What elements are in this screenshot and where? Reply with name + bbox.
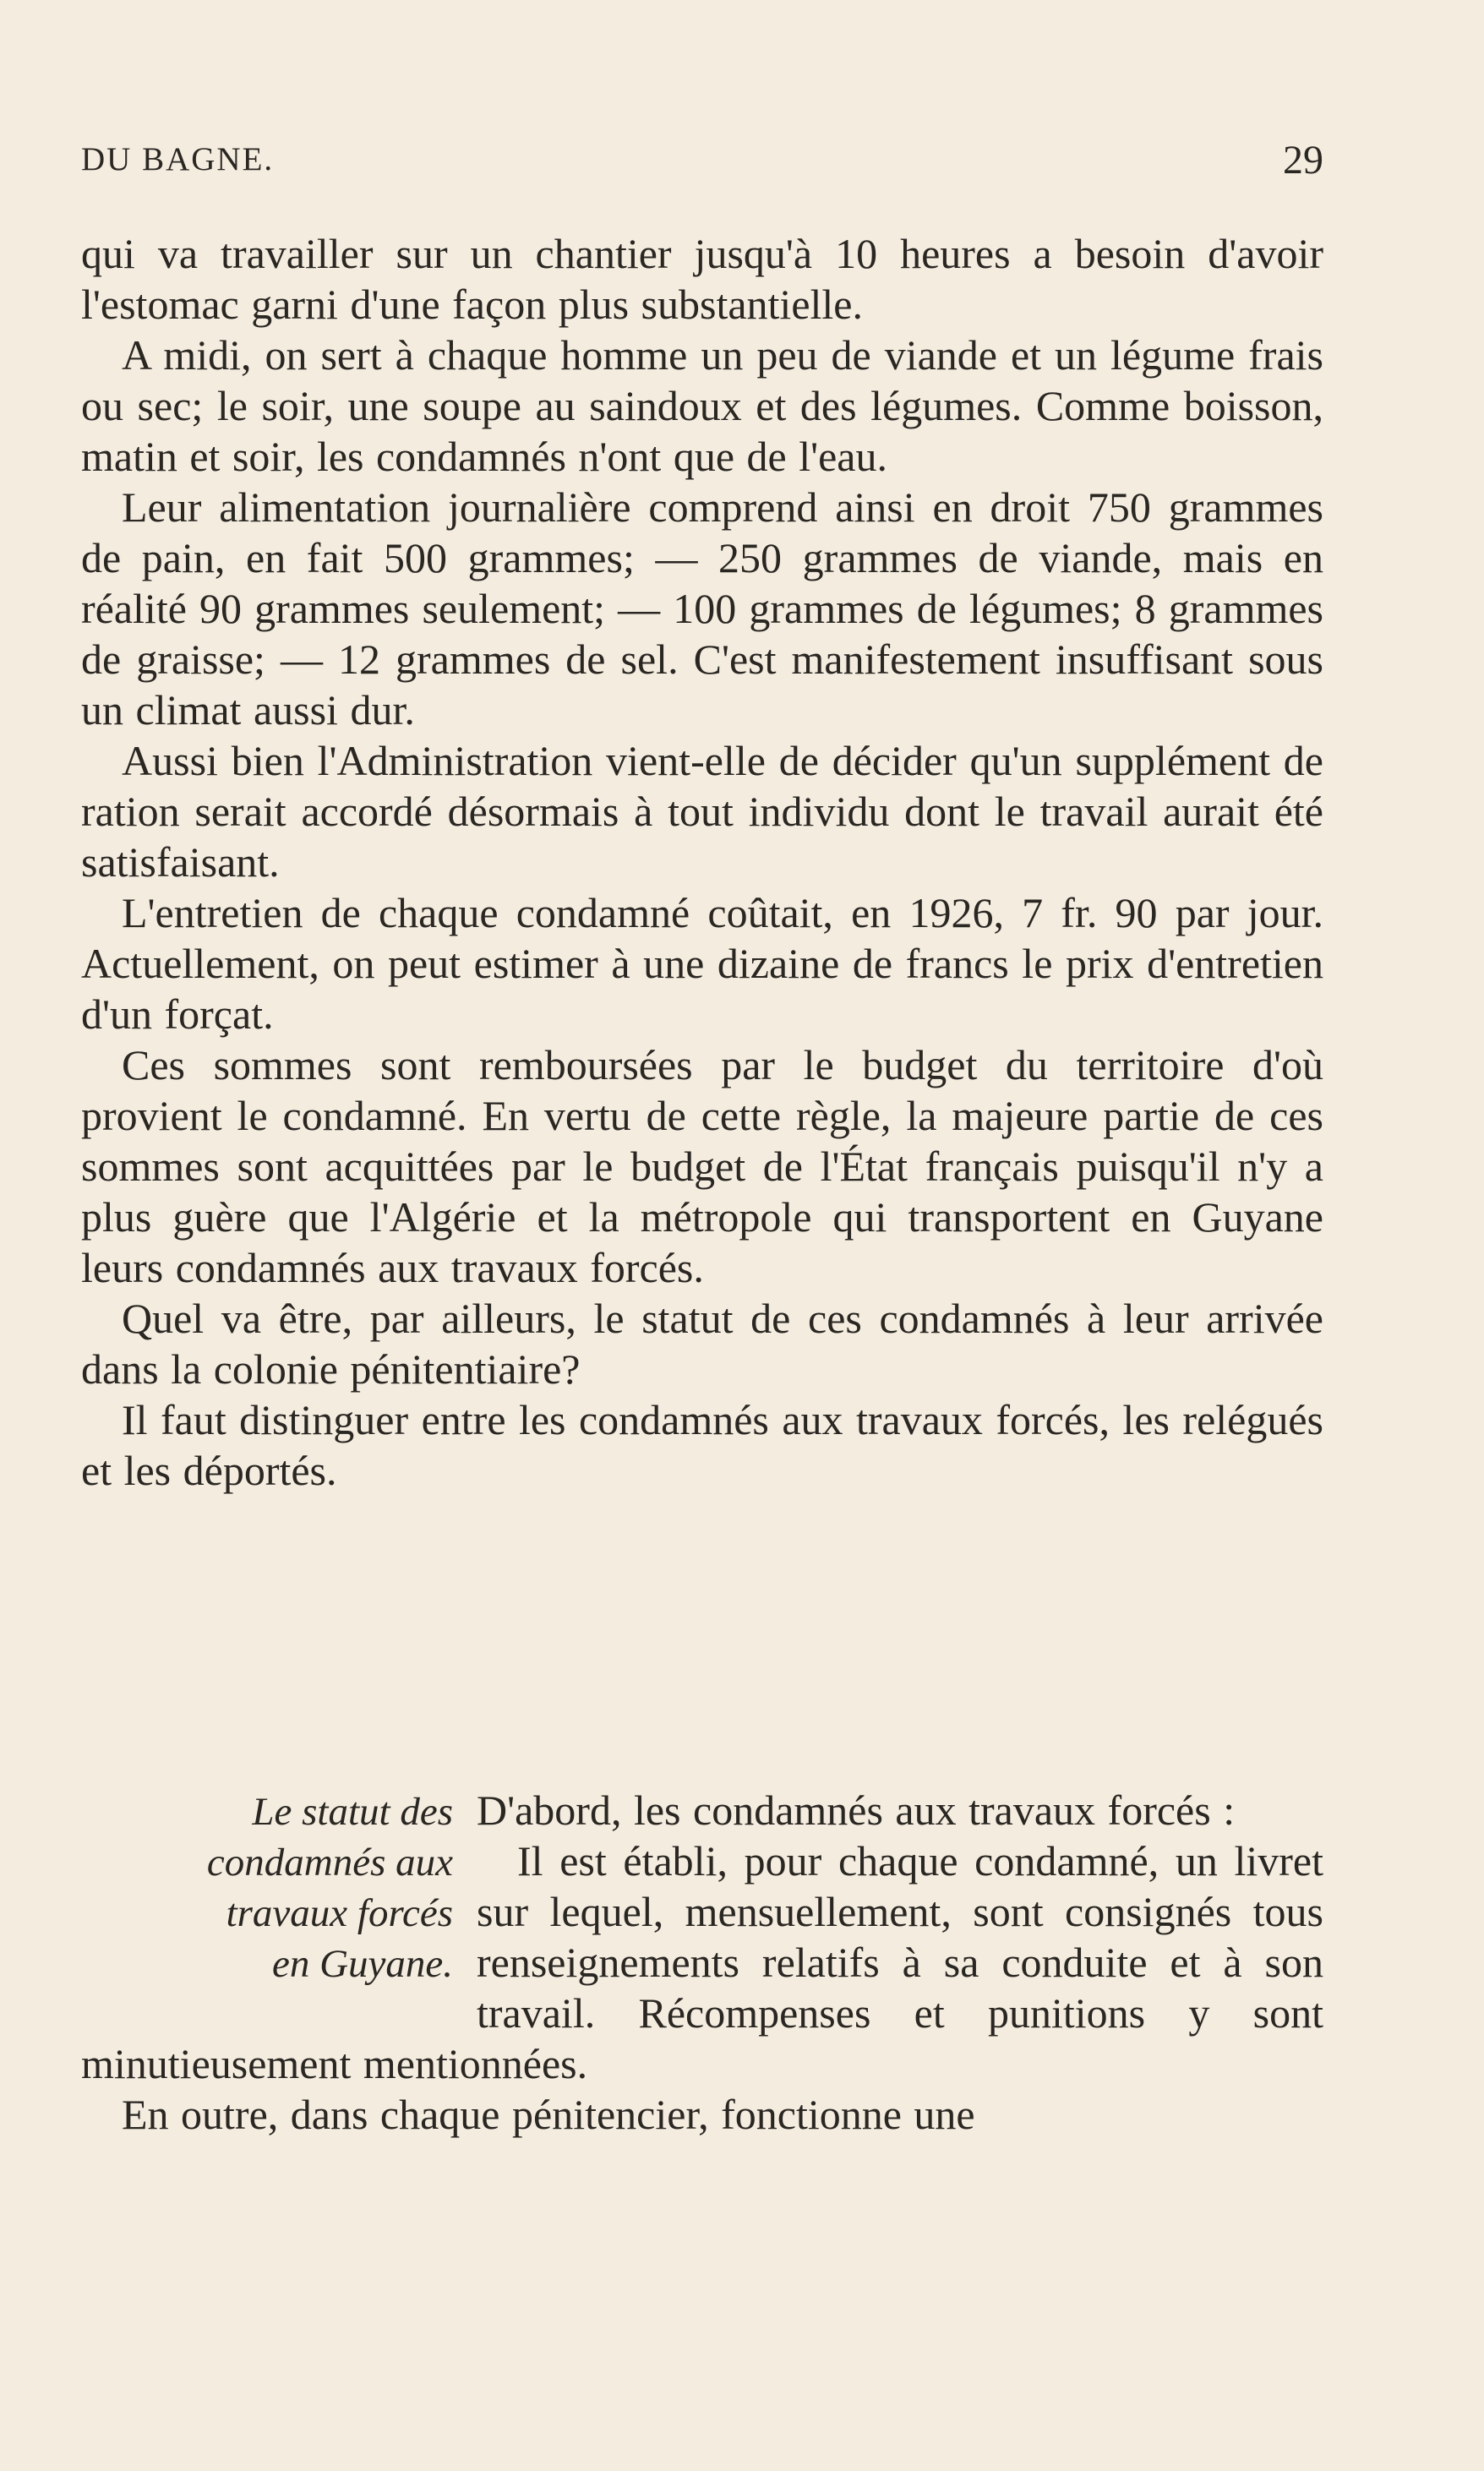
running-head: DU BAGNE. — [81, 141, 275, 177]
paragraph: L'entretien de chaque condamné coûtait, en 1926, 7 fr. 90 par jour. Actuellement, on peut estimer à une dizaine de francs le prix d'entretien d'un forçat. — [81, 889, 1323, 1038]
paragraph: qui va travailler sur un chantier jusqu'à 10 heures a besoin d'avoir l'estomac garni d'une façon plus substantielle. — [81, 230, 1323, 328]
main-text — [81, 228, 1323, 1496]
marginal-note — [81, 1786, 453, 1989]
marginal-note-line: travaux forcés — [226, 1891, 453, 1935]
paragraph: A midi, on sert à chaque homme un peu de viande et un légume frais ou sec; le soir, une soupe au saindoux et des légumes. Comme boisson, matin et soir, les condamnés n'ont que de l'eau. — [81, 331, 1323, 480]
section-statut — [81, 1785, 1323, 2140]
marginal-note-line: Le statut des — [252, 1790, 453, 1834]
paragraph: D'abord, les condamnés aux travaux forcés : — [477, 1786, 1236, 1834]
marginal-note-line: en Guyane. — [271, 1942, 453, 1986]
marginal-note-line: condamnés aux — [206, 1841, 453, 1885]
paragraph: Quel va être, par ailleurs, le statut de ces condamnés à leur arrivée dans la colonie pénitentiaire? — [81, 1295, 1323, 1393]
paragraph: En outre, dans chaque pénitencier, fonctionne une — [122, 2091, 975, 2138]
paragraph: Leur alimentation journalière comprend ainsi en droit 750 grammes de pain, en fait 500 grammes; — 250 grammes de viande, mais en réalité 90 grammes seulement; — 100 grammes de légumes; 8 grammes de graisse; — 12 grammes de sel. C'est manifestement insuffisant sous un climat aussi dur. — [81, 483, 1323, 734]
paragraph: Aussi bien l'Administration vient-elle de décider qu'un supplément de ration serait accordé désormais à tout individu dont le travail aurait été satisfaisant. — [81, 737, 1323, 886]
paragraph: Il est établi, pour chaque condamné, un livret sur lequel, mensuellement, sont consignés tous renseignements relatifs à sa conduite et à son travail. Récompenses et punitions y sont minutieusement mentionnées. — [81, 1837, 1323, 2087]
page-number: 29 — [1283, 138, 1323, 183]
paragraph: Il faut distinguer entre les condamnés aux travaux forcés, les relégués et les déportés. — [81, 1396, 1323, 1494]
paragraph: Ces sommes sont remboursées par le budget du territoire d'où provient le condamné. En vertu de cette règle, la majeure partie de ces sommes sont acquittées par le budget de l'État français puisqu'il n'y a plus guère que l'Algérie et la métropole qui transportent en Guyane leurs condamnés aux travaux forcés. — [81, 1041, 1323, 1291]
